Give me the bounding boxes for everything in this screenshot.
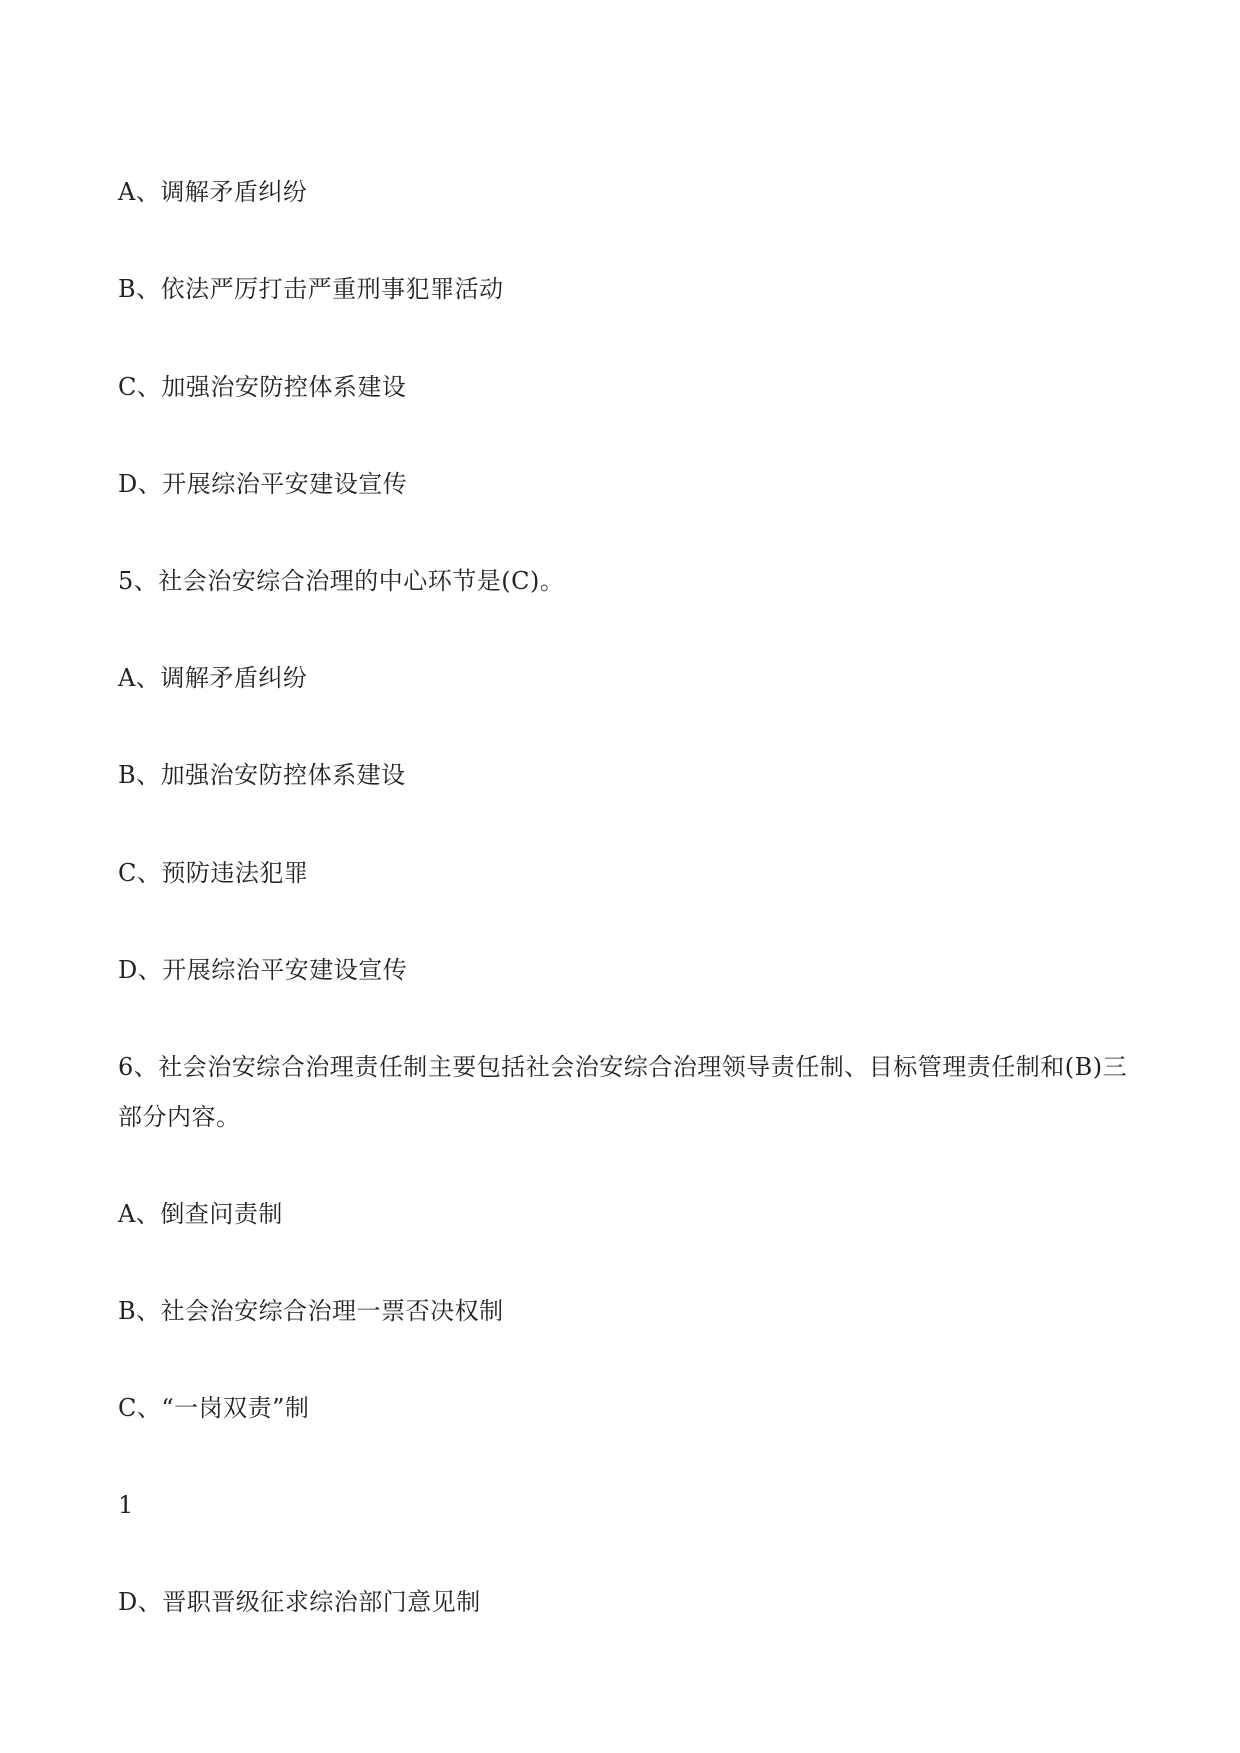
page-number: 1: [118, 1491, 134, 1519]
q6-option-c: C、“一岗双责”制: [118, 1394, 310, 1422]
q4-option-a: A、调解矛盾纠纷: [118, 178, 308, 206]
q4-option-c: C、加强治安防控体系建设: [118, 373, 407, 401]
q6-option-d: D、晋职晋级征求综治部门意见制: [118, 1588, 481, 1616]
q5-option-c: C、预防违法犯罪: [118, 859, 309, 887]
q5-option-b: B、加强治安防控体系建设: [118, 761, 406, 789]
q6-option-a: A、倒查问责制: [118, 1200, 283, 1228]
q6-option-b: B、社会治安综合治理一票否决权制: [118, 1297, 504, 1325]
question-6: 6、社会治安综合治理责任制主要包括社会治安综合治理领导责任制、目标管理责任制和(B)三部分内容。: [118, 1053, 1128, 1131]
q5-option-a: A、调解矛盾纠纷: [118, 664, 308, 692]
question-5: 5、社会治安综合治理的中心环节是(C)。: [118, 567, 565, 595]
q5-option-d: D、开展综治平安建设宣传: [118, 956, 408, 984]
q4-option-b: B、依法严厉打击严重刑事犯罪活动: [118, 275, 504, 303]
q4-option-d: D、开展综治平安建设宣传: [118, 470, 408, 498]
